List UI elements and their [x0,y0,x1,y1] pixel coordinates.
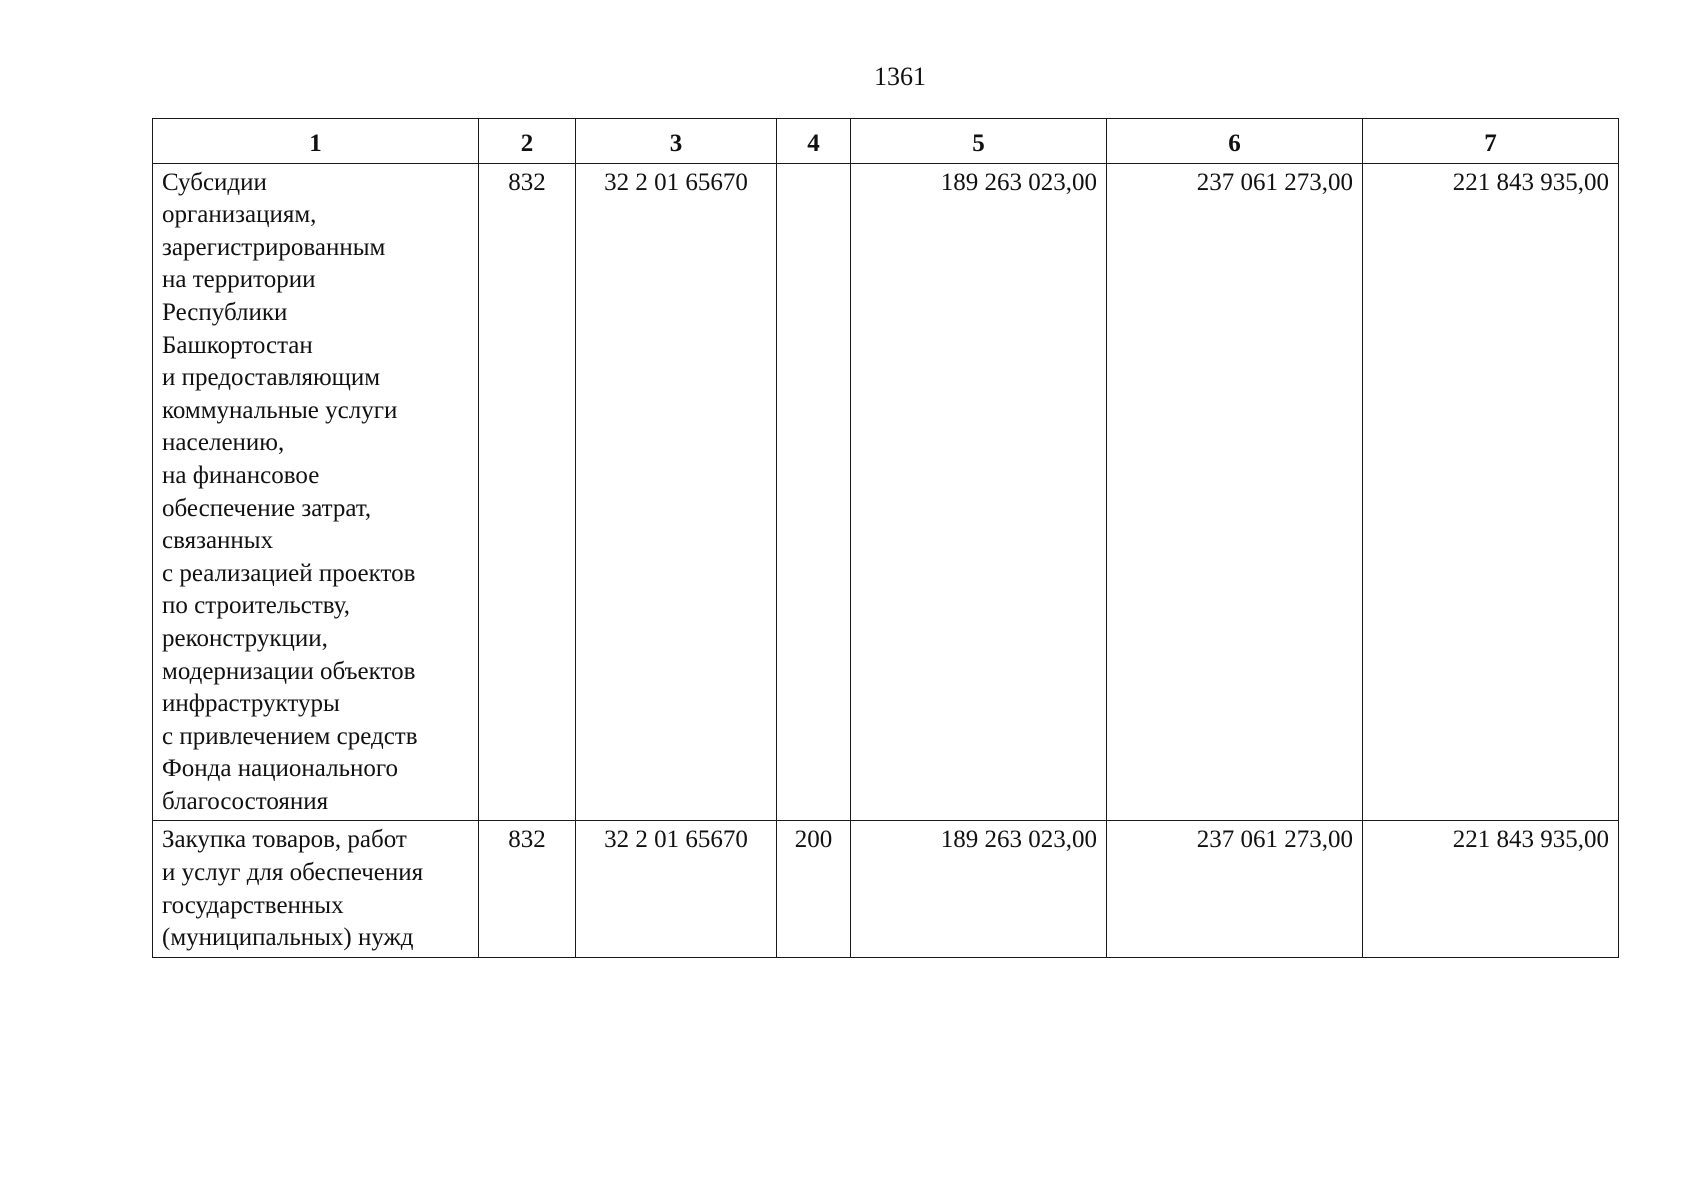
row-1-name-line: обеспечение затрат, [162,494,372,522]
row-1-name-line: по строительству, [162,592,350,620]
row-1-name-line: реконструкции, [162,624,328,652]
row-2-name-line: государственных [162,891,344,919]
header-col-1: 1 [153,119,479,164]
row-1-name-line: на территории [162,266,316,294]
row-1-name-line: связанных [162,527,274,555]
row-1-amount-col-5: 189 263 023,00 [851,163,1107,821]
row-2-name-line: (муниципальных) нужд [162,924,414,952]
row-1-amount-col-7: 221 843 935,00 [1363,163,1619,821]
row-1-name-line: Субсидии [162,168,267,196]
row-2-amount-col-6: 237 061 273,00 [1107,821,1363,957]
row-2-amount-col-7: 221 843 935,00 [1363,821,1619,957]
header-col-6: 6 [1107,119,1363,164]
row-1-amount-col-6: 237 061 273,00 [1107,163,1363,821]
row-1-name-line: Фонда национального [162,755,399,783]
row-2-amount-col-5: 189 263 023,00 [851,821,1107,957]
row-1-name [153,163,479,821]
row-1-name-line: и предоставляющим [162,364,381,392]
row-1-name-line: Башкортостан [162,331,313,359]
header-col-3: 3 [576,119,777,164]
row-1-name-line: на финансовое [162,461,320,489]
header-col-2: 2 [479,119,576,164]
page-number-wrap [0,62,1697,92]
row-2-expense-type: 200 [777,821,851,957]
row-1-name-line: коммунальные услуги [162,396,398,424]
row-1-name-line: с реализацией проектов [162,559,416,587]
header-col-7: 7 [1363,119,1619,164]
row-1-name-line: организациям, [162,201,317,229]
row-2-name-line: Закупка товаров, работ [162,826,407,854]
row-1-name-line: модернизации объектов [162,657,416,685]
row-1-name-line: с привлечением средств [162,722,418,750]
header-col-4: 4 [777,119,851,164]
table-row [153,163,1619,821]
row-1-target-article: 32 2 01 65670 [576,163,777,821]
row-1-expense-type [777,163,851,821]
row-1-name-line: благосостояния [162,787,329,815]
row-1-ministry-code: 832 [479,163,576,821]
budget-table [152,118,1619,958]
header-row [153,119,1619,164]
row-2-name-line: и услуг для обеспечения [162,859,424,887]
row-1-name-line: зарегистрированным [162,233,386,261]
row-1-name-line: инфраструктуры [162,690,340,718]
header-col-5: 5 [851,119,1107,164]
row-2-name [153,821,479,957]
page-number: 1361 [874,62,926,91]
row-2-target-article: 32 2 01 65670 [576,821,777,957]
row-2-ministry-code: 832 [479,821,576,957]
row-1-name-line: Республики [162,298,288,326]
row-1-name-line: населению, [162,429,285,457]
table-row [153,821,1619,957]
